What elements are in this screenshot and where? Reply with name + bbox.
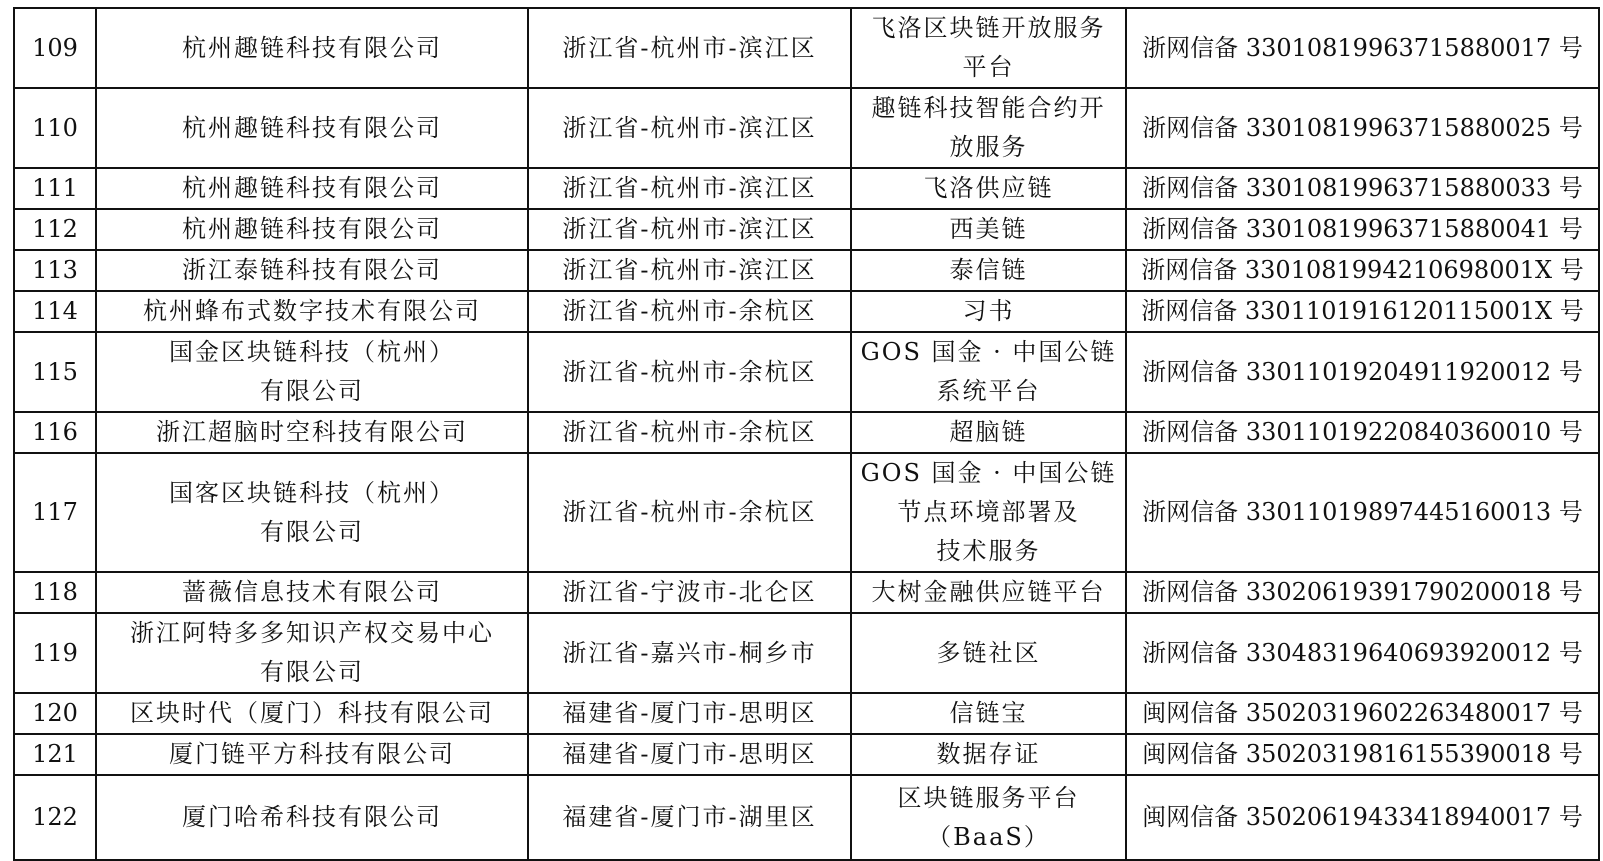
- row-number: 114: [14, 291, 96, 332]
- table-row: [14, 250, 1599, 291]
- company-name: 杭州蜂布式数字技术有限公司: [96, 291, 528, 332]
- region: 浙江省-宁波市-北仑区: [528, 572, 851, 613]
- service-name: 大树金融供应链平台: [851, 572, 1126, 613]
- service-name: 飞洛区块链开放服务 平台: [851, 8, 1126, 88]
- row-number: 116: [14, 412, 96, 453]
- company-name: 浙江泰链科技有限公司: [96, 250, 528, 291]
- row-number: 110: [14, 88, 96, 168]
- table-row: [14, 734, 1599, 775]
- table-row: [14, 453, 1599, 572]
- company-name: 区块时代（厦门）科技有限公司: [96, 693, 528, 734]
- table-row: [14, 88, 1599, 168]
- service-name: 信链宝: [851, 693, 1126, 734]
- filing-table: [13, 7, 1600, 861]
- row-number: 120: [14, 693, 96, 734]
- company-name: 浙江超脑时空科技有限公司: [96, 412, 528, 453]
- table-row: [14, 209, 1599, 250]
- service-name: GOS 国金 · 中国公链 系统平台: [851, 332, 1126, 412]
- company-name: 国客区块链科技（杭州） 有限公司: [96, 453, 528, 572]
- region: 浙江省-杭州市-余杭区: [528, 291, 851, 332]
- region: 福建省-厦门市-思明区: [528, 734, 851, 775]
- company-name: 蔷薇信息技术有限公司: [96, 572, 528, 613]
- row-number: 113: [14, 250, 96, 291]
- row-number: 115: [14, 332, 96, 412]
- region: 福建省-厦门市-湖里区: [528, 775, 851, 860]
- filing-number: 浙网信备 33010819963715880041 号: [1126, 209, 1599, 250]
- filing-number: 浙网信备 33010819963715880033 号: [1126, 168, 1599, 209]
- table-row: [14, 775, 1599, 860]
- service-name: 飞洛供应链: [851, 168, 1126, 209]
- table-row: [14, 613, 1599, 693]
- filing-number: 浙网信备 33048319640693920012 号: [1126, 613, 1599, 693]
- filing-number: 浙网信备 33010819963715880017 号: [1126, 8, 1599, 88]
- service-name: 多链社区: [851, 613, 1126, 693]
- company-name: 杭州趣链科技有限公司: [96, 209, 528, 250]
- table-row: [14, 332, 1599, 412]
- service-name: 西美链: [851, 209, 1126, 250]
- company-name: 厦门链平方科技有限公司: [96, 734, 528, 775]
- filing-number: 浙网信备 33011019204911920012 号: [1126, 332, 1599, 412]
- table-row: [14, 572, 1599, 613]
- row-number: 122: [14, 775, 96, 860]
- service-name: 习书: [851, 291, 1126, 332]
- row-number: 109: [14, 8, 96, 88]
- service-name: 区块链服务平台 （BaaS）: [851, 775, 1126, 860]
- service-name: GOS 国金 · 中国公链 节点环境部署及 技术服务: [851, 453, 1126, 572]
- table-row: [14, 291, 1599, 332]
- filing-number: 闽网信备 35020619433418940017 号: [1126, 775, 1599, 860]
- region: 浙江省-嘉兴市-桐乡市: [528, 613, 851, 693]
- company-name: 浙江阿特多多知识产权交易中心 有限公司: [96, 613, 528, 693]
- row-number: 112: [14, 209, 96, 250]
- region: 浙江省-杭州市-滨江区: [528, 250, 851, 291]
- service-name: 超脑链: [851, 412, 1126, 453]
- region: 浙江省-杭州市-余杭区: [528, 332, 851, 412]
- company-name: 杭州趣链科技有限公司: [96, 88, 528, 168]
- filing-number: 闽网信备 35020319816155390018 号: [1126, 734, 1599, 775]
- region: 福建省-厦门市-思明区: [528, 693, 851, 734]
- row-number: 117: [14, 453, 96, 572]
- company-name: 厦门哈希科技有限公司: [96, 775, 528, 860]
- filing-number: 浙网信备 3301081994210698001X 号: [1126, 250, 1599, 291]
- filing-number: 闽网信备 35020319602263480017 号: [1126, 693, 1599, 734]
- service-name: 数据存证: [851, 734, 1126, 775]
- company-name: 杭州趣链科技有限公司: [96, 168, 528, 209]
- table-row: [14, 8, 1599, 88]
- region: 浙江省-杭州市-滨江区: [528, 209, 851, 250]
- service-name: 趣链科技智能合约开 放服务: [851, 88, 1126, 168]
- row-number: 111: [14, 168, 96, 209]
- row-number: 119: [14, 613, 96, 693]
- filing-number: 浙网信备 33020619391790200018 号: [1126, 572, 1599, 613]
- service-name: 泰信链: [851, 250, 1126, 291]
- region: 浙江省-杭州市-滨江区: [528, 88, 851, 168]
- table-row: [14, 412, 1599, 453]
- filing-number: 浙网信备 3301101916120115001X 号: [1126, 291, 1599, 332]
- table-row: [14, 693, 1599, 734]
- row-number: 118: [14, 572, 96, 613]
- row-number: 121: [14, 734, 96, 775]
- filing-number: 浙网信备 33011019220840360010 号: [1126, 412, 1599, 453]
- region: 浙江省-杭州市-余杭区: [528, 453, 851, 572]
- filing-number: 浙网信备 33010819963715880025 号: [1126, 88, 1599, 168]
- company-name: 国金区块链科技（杭州） 有限公司: [96, 332, 528, 412]
- filing-number: 浙网信备 33011019897445160013 号: [1126, 453, 1599, 572]
- company-name: 杭州趣链科技有限公司: [96, 8, 528, 88]
- table-row: [14, 168, 1599, 209]
- region: 浙江省-杭州市-余杭区: [528, 412, 851, 453]
- region: 浙江省-杭州市-滨江区: [528, 8, 851, 88]
- region: 浙江省-杭州市-滨江区: [528, 168, 851, 209]
